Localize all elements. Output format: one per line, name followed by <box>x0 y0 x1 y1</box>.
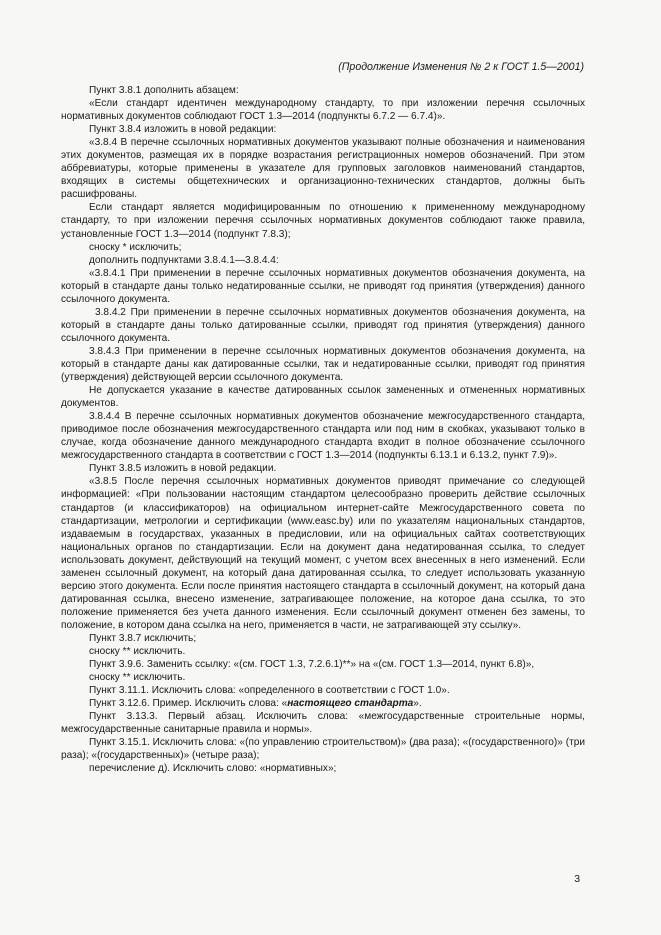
paragraph: 3.8.4.3 При применении в перечне ссылочных нормативных документов обозначения документа, на который в стандарте даны как датированные ссылки, так и недатированные ссылки, приводят год принятия (утверждения) действующей версии ссылочного документа. <box>61 345 585 384</box>
paragraph-with-emphasis <box>61 697 585 710</box>
paragraph: сноску ** исключить. <box>89 672 186 684</box>
paragraph: Пункт 3.8.5 изложить в новой редакции. <box>89 463 277 475</box>
paragraph: перечисление д). Исключить слово: «нормативных»; <box>89 763 337 775</box>
paragraph: Пункт 3.11.1. Исключить слова: «определенного в соответствии с ГОСТ 1.0». <box>89 685 450 697</box>
paragraph-text: Пункт 3.12.6. Пример. Исключить слова: « <box>89 698 288 710</box>
paragraph: Пункт 3.8.4 изложить в новой редакции: <box>89 124 277 136</box>
page-header: (Продолжение Изменения № 2 к ГОСТ 1.5—2001) <box>338 61 584 73</box>
paragraph: сноску * исключить; <box>89 241 182 253</box>
paragraph: Пункт 3.13.3. Первый абзац. Исключить слова: «межгосударственные строительные нормы, межгосударственные санитарные правила и нормы». <box>61 711 585 736</box>
paragraph: Не допускается указание в качестве датированных ссылок замененных и отмененных нормативных документов. <box>61 385 585 410</box>
paragraph: Пункт 3.9.6. Заменить ссылку: «(см. ГОСТ 1.3, 7.2.6.1)**» на «(см. ГОСТ 1.3—2014, пункт 6.8)», <box>89 659 535 671</box>
paragraph-tail: ». <box>413 698 422 710</box>
paragraph: 3.8.4.2 При применении в перечне ссылочных нормативных документов обозначения документа, на который в стандарте даны только датированные ссылки, приводят год принятия (утверждения) данного ссылочного документа. <box>61 306 585 344</box>
paragraph: «3.8.4 В перечне ссылочных нормативных документов указывают полные обозначения и наименования этих документов, размещая их в порядке возрастания регистрационных номеров обозначений. При этом аббревиатуры, которые применены в указателе для групповых заголовков наименований стандартов, входящих в системы общетехнических и организационно-технических стандартов, должны быть расшифрованы. <box>61 137 585 201</box>
paragraph: сноску ** исключить. <box>89 646 186 658</box>
document-body <box>61 84 585 775</box>
paragraph: «3.8.4.1 При применении в перечне ссылочных нормативных документов обозначения документа, на который в стандарте даны только недатированные ссылки, не приводят год принятия (утверждения) данного ссылочного документа. <box>61 267 585 305</box>
emphasis-text: настоящего стандарта <box>287 698 414 710</box>
page-number: 3 <box>574 874 580 885</box>
paragraph: Если стандарт является модифицированным по отношению к примененному международному стандарту, то при изложении перечня ссылочных нормативных документов соблюдают также правила, установленные ГОСТ 1.3—2014 (подпункт 7.8.3); <box>61 202 585 240</box>
paragraph: Пункт 3.8.1 дополнить абзацем: <box>89 85 239 96</box>
paragraph: Пункт 3.8.7 исключить; <box>89 632 197 644</box>
paragraph: Пункт 3.15.1. Исключить слова: «(по управлению строительством)» (два раза); «(государственного)» (три раза); «(государственных)» (четыре раза); <box>61 737 585 762</box>
paragraph: 3.8.4.4 В перечне ссылочных нормативных документов обозначение межгосударственного стандарта, приводимое после обозначения межгосударственного стандарта или под ним в скобках, указывают только в случае, когда обозначение данного международного стандарта входит в полное обозначение ссылочного межгосударственного стандарта в соответствии с ГОСТ 1.3—2014 (подпункты 6.13.1 и 6.13.2, пункт 7.9)». <box>61 411 585 462</box>
paragraph: «Если стандарт идентичен международному стандарту, то при изложении перечня ссылочных нормативных документов соблюдают ГОСТ 1.3—2014 (подпункты 6.7.2 — 6.7.4)». <box>61 98 585 123</box>
paragraph: дополнить подпунктами 3.8.4.1—3.8.4.4: <box>89 254 279 266</box>
paragraph: «3.8.5 После перечня ссылочных нормативных документов приводят примечание со следующей информацией: «При пользовании настоящим стандартом целесообразно проверить действие ссылочных стандартов (и классификаторов) на официальном интернет-сайте Межгосударственного совета по стандартизации, метрологии и сертификации (www.easc.by) или по указателям национальных стандартов, издаваемым в государствах, указанных в предисловии, или на официальных сайтах соответствующих национальных органов по стандартизации. Если на документ дана недатированная ссылка, то следует использовать документ, действующий на текущий момент, с учетом всех внесенных в него изменений. Если заменен ссылочный документ, на который дана датированная ссылка, то следует использовать указанную версию этого документа. Если после принятия настоящего стандарта в ссылочный документ, на который дана датированная ссылка, внесено изменение, затрагивающее положение, на которое дана ссылка, то это положение применяется без учета данного изменения. Если ссылочный документ отменен без замены, то положение, в котором дана ссылка на него, применяется в части, не затрагивающей эту ссылку». <box>61 476 585 631</box>
